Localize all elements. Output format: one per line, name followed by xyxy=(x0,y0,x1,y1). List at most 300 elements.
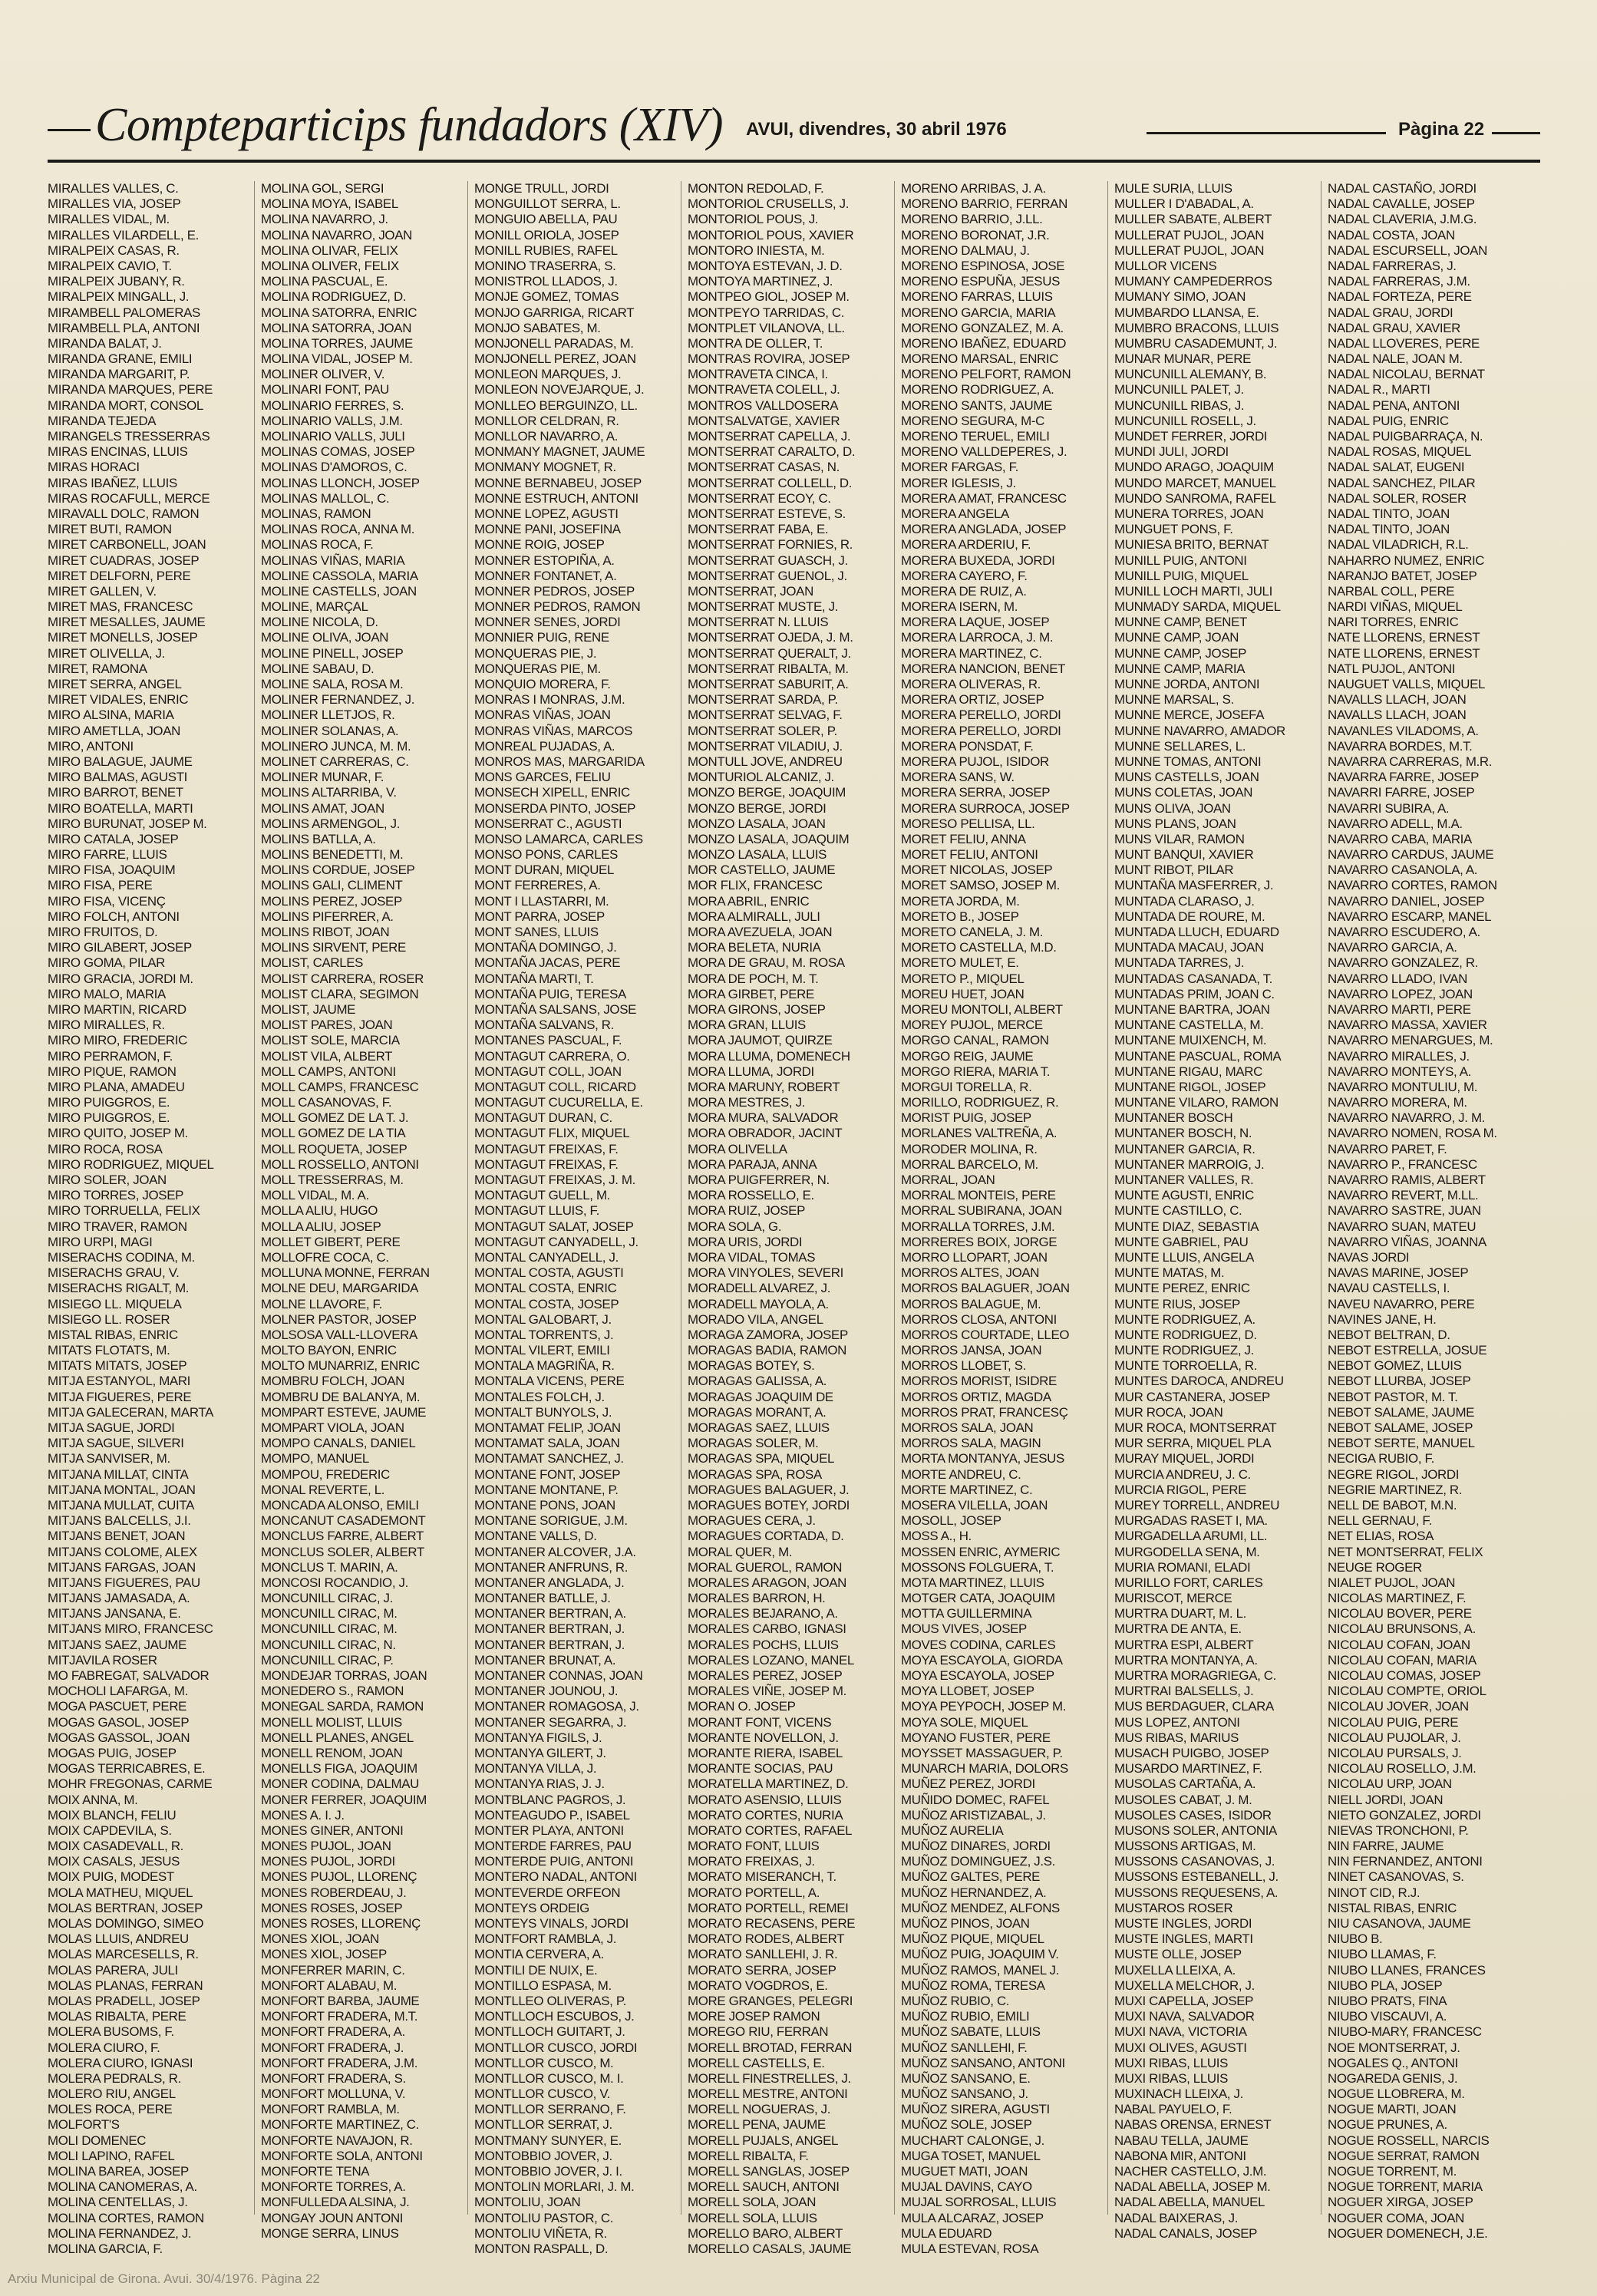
list-item: MONCLUS SOLER, ALBERT xyxy=(261,1544,424,1559)
list-item: MOLNE LLAVORE, F. xyxy=(261,1296,382,1311)
list-item: MURISCOT, MERCE xyxy=(1114,1591,1232,1606)
list-item: MORATO CORTES, NURIA xyxy=(688,1807,843,1823)
list-item: MOLAS MARCESELLS, R. xyxy=(48,1947,199,1962)
list-item: MUNTANER BOSCH, N. xyxy=(1114,1126,1252,1141)
header-rule xyxy=(1492,132,1540,134)
list-item: MONELL PLANES, ANGEL xyxy=(261,1730,414,1745)
list-item: NADAL VILADRICH, R.L. xyxy=(1328,537,1469,553)
list-item: MOLINARIO VALLS, JULI xyxy=(261,429,405,444)
list-item: MUS LOPEZ, ANTONI xyxy=(1114,1714,1240,1730)
list-item: MORATO PORTELL, A. xyxy=(688,1885,820,1900)
list-item: MULLOR VICENS xyxy=(1114,258,1217,273)
list-item: MIRANDA MORT, CONSOL xyxy=(48,398,203,413)
list-item: MIRO GILABERT, JOSEP xyxy=(48,940,192,955)
list-item: MISTAL RIBAS, ENRIC xyxy=(48,1327,178,1342)
list-item: MOLINS PEREZ, JOSEP xyxy=(261,893,402,909)
list-item: MOTA MARTINEZ, LLUIS xyxy=(901,1575,1044,1590)
list-item: MORATO MISERANCH, T. xyxy=(688,1869,836,1885)
list-item: NAVARRO GARCIA, A. xyxy=(1328,940,1457,955)
list-item: NOGAREDA GENIS, J. xyxy=(1328,2070,1458,2086)
list-item: MORAN O. JOSEP xyxy=(688,1699,796,1714)
list-item: NICOLAU PURSALS, J. xyxy=(1328,1745,1462,1760)
list-item: MORERA CAYERO, F. xyxy=(901,568,1028,583)
list-item: MUNILL PUIG, MIQUEL xyxy=(1114,568,1249,583)
list-item: MONES XIOL, JOAN xyxy=(261,1931,379,1947)
list-item: MONTFORT RAMBLA, J. xyxy=(474,1931,617,1947)
list-item: MONER FERRER, JOAQUIM xyxy=(261,1792,427,1807)
list-item: NAVARRO SUAN, MATEU xyxy=(1328,1219,1477,1234)
list-item: NIUBO LLANES, FRANCES xyxy=(1328,1962,1486,1978)
list-item: MORELL MESTRE, ANTONI xyxy=(688,2087,848,2102)
list-item: MISIEGO LL. ROSER xyxy=(48,1311,170,1327)
list-item: MOLINARI FONT, PAU xyxy=(261,382,390,398)
list-item: MORA GRAN, LLUIS xyxy=(688,1018,806,1033)
list-item: MOLAS PARERA, JULI xyxy=(48,1962,178,1978)
list-item: NICOLAU COMAS, JOSEP xyxy=(1328,1668,1481,1683)
list-item: MIRO RODRIGUEZ, MIQUEL xyxy=(48,1156,214,1172)
list-item: MULE SURIA, LLUIS xyxy=(1114,181,1232,196)
list-item: MONFORTE MARTINEZ, C. xyxy=(261,2117,419,2133)
list-item: MONTON REDOLAD, F. xyxy=(688,181,824,196)
list-item: MONTLLOCH ESCUBOS, J. xyxy=(474,2009,635,2024)
list-item: MORATO SANLLEHI, J. R. xyxy=(688,1947,838,1962)
list-item: NOGUE TORRENT, M. xyxy=(1328,2164,1457,2179)
list-item: MORADELL ALVAREZ, J. xyxy=(688,1281,831,1296)
list-item: MORET NICOLAS, JOSEP xyxy=(901,863,1053,878)
list-item: MONTSERRAT CAPELLA, J. xyxy=(688,429,851,444)
list-item: MORENO MARSAL, ENRIC xyxy=(901,351,1059,367)
list-item: NADAL SOLER, ROSER xyxy=(1328,490,1467,506)
list-item: MONTALES FOLCH, J. xyxy=(474,1389,605,1404)
list-item: MONLEON MARQUES, J. xyxy=(474,367,622,382)
list-item: MIRO PUIGGROS, E. xyxy=(48,1110,170,1126)
list-item: MOGAS GASOL, JOSEP xyxy=(48,1714,190,1730)
list-item: MURGADELLA ARUMI, LL. xyxy=(1114,1529,1268,1544)
list-item: MORA MESTRES, J. xyxy=(688,1095,806,1110)
list-item: NADAL PUIG, ENRIC xyxy=(1328,413,1449,428)
list-item: NADAL NALE, JOAN M. xyxy=(1328,351,1463,367)
list-item: MONTAÑA JACAS, PERE xyxy=(474,955,621,971)
page-header xyxy=(48,98,1540,152)
list-item: MUNNE MARSAL, S. xyxy=(1114,692,1234,708)
list-item: MORTA MONTANYA, JESUS xyxy=(901,1451,1064,1466)
list-item: MORELLO CASALS, JAUME xyxy=(688,2241,852,2256)
list-item: MOLERO RIU, ANGEL xyxy=(48,2087,176,2102)
list-item: MIRO TRAVER, RAMON xyxy=(48,1219,187,1234)
list-item: NICOLAU PUJOLAR, J. xyxy=(1328,1730,1461,1745)
list-item: MORROS MORIST, ISIDRE xyxy=(901,1374,1057,1389)
list-item: MORA ROSSELLO, E. xyxy=(688,1188,814,1203)
list-item: MONTAL CANYADELL, J. xyxy=(474,1249,619,1265)
list-item: MORAGAS JOAQUIM DE xyxy=(688,1389,833,1404)
list-item: MONEDERO S., RAMON xyxy=(261,1684,404,1699)
list-item: MORATO FONT, LLUIS xyxy=(688,1839,820,1854)
list-item: MOSOLL, JOSEP xyxy=(901,1513,1001,1529)
list-item: NABAS ORENSA, ERNEST xyxy=(1114,2117,1272,2133)
list-item: MUNS PLANS, JOAN xyxy=(1114,816,1236,831)
list-item: MUNT RIBOT, PILAR xyxy=(1114,863,1234,878)
list-item: MOLINA VIDAL, JOSEP M. xyxy=(261,351,413,367)
list-item: MUNTE LLUIS, ANGELA xyxy=(1114,1249,1255,1265)
list-item: MORA AVEZUELA, JOAN xyxy=(688,925,833,939)
list-item: MOLINS ALTARRIBA, V. xyxy=(261,785,397,800)
list-item: NADAL CANALS, JOSEP xyxy=(1114,2225,1258,2241)
list-item: MIRAMBELL PALOMERAS xyxy=(48,305,200,320)
list-item: NADAL TINTO, JOAN xyxy=(1328,522,1450,537)
list-item: NAHARRO NUMEZ, ENRIC xyxy=(1328,553,1485,568)
list-item: MOSSEN ENRIC, AYMERIC xyxy=(901,1544,1061,1559)
list-item: MIRALLES VIA, JOSEP xyxy=(48,196,181,212)
list-item: MORER IGLESIS, J. xyxy=(901,475,1016,490)
list-item: MUSTE OLLE, JOSEP xyxy=(1114,1947,1242,1962)
list-item: MONCADA ALONSO, EMILI xyxy=(261,1497,419,1513)
list-item: MORENO PELFORT, RAMON xyxy=(901,367,1071,382)
list-item: MORILLO, RODRIGUEZ, R. xyxy=(901,1095,1059,1110)
list-item: MONLEON NOVEJARQUE, J. xyxy=(474,382,645,398)
list-item: MORERA SANS, W. xyxy=(901,770,1015,785)
column-rule xyxy=(1107,181,1108,2215)
list-item: NAVINES JANE, H. xyxy=(1328,1311,1437,1327)
list-item: MONNER ESTOPIÑA, A. xyxy=(474,553,615,568)
list-item: MUNTANE BARTRA, JOAN xyxy=(1114,1001,1270,1017)
list-item: MIRO BURUNAT, JOSEP M. xyxy=(48,816,207,831)
list-item: MOR CASTELLO, JAUME xyxy=(688,863,836,878)
list-item: MUSSONS REQUESENS, A. xyxy=(1114,1885,1279,1900)
list-item: MORA ALMIRALL, JULI xyxy=(688,909,820,924)
list-item: NOGUER DOMENECH, J.E. xyxy=(1328,2225,1488,2241)
list-item: MUXELLA LLEIXA, A. xyxy=(1114,1962,1236,1978)
list-item: MONJE GOMEZ, TOMAS xyxy=(474,289,619,305)
list-item: MORA BELETA, NURIA xyxy=(688,940,821,955)
list-item: MORROS CLOSA, ANTONI xyxy=(901,1311,1057,1327)
list-item: MURTRA ESPI, ALBERT xyxy=(1114,1637,1254,1652)
list-item: NAVARRO MENARGUES, M. xyxy=(1328,1033,1493,1048)
list-item: MONT FERRERES, A. xyxy=(474,878,601,893)
list-item: MIRO ALSINA, MARIA xyxy=(48,708,174,723)
list-item: MUNTADA CLARASO, J. xyxy=(1114,893,1255,909)
list-item: NIALET PUJOL, JOAN xyxy=(1328,1575,1456,1590)
list-item: MOSERA VILELLA, JOAN xyxy=(901,1497,1048,1513)
list-item: MOYA SOLE, MIQUEL xyxy=(901,1714,1028,1730)
list-item: MIRO FISA, PERE xyxy=(48,878,153,893)
list-item: MORELL RIBALTA, F. xyxy=(688,2148,809,2163)
list-item: MUNS OLIVA, JOAN xyxy=(1114,800,1231,816)
list-item: MONS GARCES, FELIU xyxy=(474,770,611,785)
list-item: MIRO MALO, MARIA xyxy=(48,986,166,1001)
list-item: MOLINAS, RAMON xyxy=(261,506,371,521)
list-item: MORELL FINESTRELLES, J. xyxy=(688,2070,851,2086)
list-item: MONTAGUT FLIX, MIQUEL xyxy=(474,1126,630,1141)
list-item: MONTANER ROMAGOSA, J. xyxy=(474,1699,639,1714)
list-item: MORERA ANGLADA, JOSEP xyxy=(901,522,1067,537)
list-item: MONNIER PUIG, RENE xyxy=(474,630,609,645)
list-item: MIRO TORRES, JOSEP xyxy=(48,1188,184,1203)
list-item: MONTSERRAT CARALTO, D. xyxy=(688,444,856,460)
list-item: MUNS CASTELLS, JOAN xyxy=(1114,770,1259,785)
list-item: MUNNE MERCE, JOSEFA xyxy=(1114,708,1265,723)
list-item: MONES PUJOL, LLORENÇ xyxy=(261,1869,417,1885)
list-item: NATE LLORENS, ERNEST xyxy=(1328,645,1480,661)
list-item: NOGUER COMA, JOAN xyxy=(1328,2210,1464,2225)
list-item: MURCIA RIGOL, PERE xyxy=(1114,1482,1247,1497)
list-item: MORERA LARROCA, J. M. xyxy=(901,630,1054,645)
list-item: MIRANGELS TRESSERRAS xyxy=(48,429,210,444)
list-item: NAVARRO GONZALEZ, R. xyxy=(1328,955,1479,971)
list-item: MUNTE PEREZ, ENRIC xyxy=(1114,1281,1250,1296)
list-item: MONTAÑA PUIG, TERESA xyxy=(474,986,626,1001)
list-item: MORENO ARRIBAS, J. A. xyxy=(901,181,1046,196)
list-item: MONTULL JOVE, ANDREU xyxy=(688,754,843,769)
list-item: NADAL CAVALLE, JOSEP xyxy=(1328,196,1475,212)
list-item: MONFORT BARBA, JAUME xyxy=(261,1993,420,2008)
list-item: MORALES VIÑE, JOSEP M. xyxy=(688,1684,846,1699)
list-item: MOYA ESCAYOLA, GIORDA xyxy=(901,1652,1063,1668)
list-item: NADAL FORTEZA, PERE xyxy=(1328,289,1472,305)
list-item: NAVARRO P., FRANCESC xyxy=(1328,1156,1477,1172)
list-item: MUNTANE RIGAU, MARC xyxy=(1114,1064,1262,1079)
list-item: MONTSERRAT SOLER, P. xyxy=(688,723,837,738)
list-item: MORROS COURTADE, LLEO xyxy=(901,1327,1070,1342)
list-item: NADAL GRAU, JORDI xyxy=(1328,305,1453,320)
list-item: MONSO PONS, CARLES xyxy=(474,847,619,863)
list-item: MONTOLIN MORLARI, J. M. xyxy=(474,2179,635,2195)
list-item: MORERA SERRA, JOSEP xyxy=(901,785,1051,800)
list-item: MOGA PASCUET, PERE xyxy=(48,1699,187,1714)
list-item: NEBOT LLURBA, JOSEP xyxy=(1328,1374,1471,1389)
list-item: MUNARCH MARIA, DOLORS xyxy=(901,1761,1068,1776)
list-item: MULA EDUARD xyxy=(901,2225,992,2241)
list-item: MOLIST CARRERA, ROSER xyxy=(261,971,424,986)
list-item: MIRO MIRALLES, R. xyxy=(48,1018,165,1033)
list-item: MOLINA NAVARRO, JOAN xyxy=(261,227,412,242)
list-item: NIN FERNANDEZ, ANTONI xyxy=(1328,1854,1483,1869)
list-item: MITJANS JAMASADA, A. xyxy=(48,1591,190,1606)
list-item: MONTSERRAT SARDA, P. xyxy=(688,692,838,708)
list-item: MIRANDA GRANE, EMILI xyxy=(48,351,193,367)
list-item: MONTPEYO TARRIDAS, C. xyxy=(688,305,845,320)
list-item: MIRO SOLER, JOAN xyxy=(48,1173,167,1187)
list-item: MOLINER MUNAR, F. xyxy=(261,770,384,785)
list-item: MOLINA OLIVAR, FELIX xyxy=(261,242,398,258)
list-item: MONNER SENES, JORDI xyxy=(474,615,621,630)
list-item: MUSSONS CASANOVAS, J. xyxy=(1114,1854,1275,1869)
list-item: MORETO CASTELLA, M.D. xyxy=(901,940,1057,955)
list-item: MUÑIDO DOMEC, RAFEL xyxy=(901,1792,1050,1807)
list-item: MUNTADA MACAU, JOAN xyxy=(1114,940,1264,955)
list-item: MORAGAS MORANT, A. xyxy=(688,1404,827,1420)
list-item: MUNCUNILL PALET, J. xyxy=(1114,382,1244,398)
list-item: MIRO BALAGUE, JAUME xyxy=(48,754,193,769)
list-item: NIEVAS TRONCHONI, P. xyxy=(1328,1823,1469,1838)
list-item: MUNTES DAROCA, ANDREU xyxy=(1114,1374,1284,1389)
list-item: MONTAMAT FELIP, JOAN xyxy=(474,1420,621,1435)
list-item: MOLINA CORTES, RAMON xyxy=(48,2210,204,2225)
list-item: MONTAGUT CANYADELL, J. xyxy=(474,1234,638,1249)
list-item: MONTANER BERTRAN, J. xyxy=(474,1621,625,1637)
list-item: NEBOT BELTRAN, D. xyxy=(1328,1327,1450,1342)
list-item: MOUS VIVES, JOSEP xyxy=(901,1621,1027,1637)
list-item: MONNE ROIG, JOSEP xyxy=(474,537,605,553)
list-item: MOYA ESCAYOLA, JOSEP xyxy=(901,1668,1054,1683)
list-item: MOLINER FERNANDEZ, J. xyxy=(261,692,415,708)
list-item: MORTE ANDREU, C. xyxy=(901,1466,1021,1482)
list-item: MIRO BALMAS, AGUSTI xyxy=(48,770,188,785)
list-item: MORROS SALA, JOAN xyxy=(901,1420,1034,1435)
list-item: MIRO URPI, MAGI xyxy=(48,1234,153,1249)
list-item: MORATO FREIXAS, J. xyxy=(688,1854,815,1869)
list-item: MOLA MATHEU, MIQUEL xyxy=(48,1885,193,1900)
list-item: MOIX ANNA, M. xyxy=(48,1792,138,1807)
list-item: MUNAR MUNAR, PERE xyxy=(1114,351,1251,367)
list-item: NADAL SANCHEZ, PILAR xyxy=(1328,475,1476,490)
list-item: MORETO B., JOSEP xyxy=(901,909,1019,924)
list-item: MONROS MAS, MARGARIDA xyxy=(474,754,645,769)
list-item: MONTANYA RIAS, J. J. xyxy=(474,1776,605,1792)
list-item: NIETO GONZALEZ, JORDI xyxy=(1328,1807,1481,1823)
list-item: MOREU HUET, JOAN xyxy=(901,986,1025,1001)
list-item: MUNTE AGUSTI, ENRIC xyxy=(1114,1188,1254,1203)
list-item: MORAGAS BOTEY, S. xyxy=(688,1358,815,1374)
list-item: MUXI OLIVES, AGUSTI xyxy=(1114,2040,1247,2055)
list-item: MOMPART VIOLA, JOAN xyxy=(261,1420,404,1435)
list-item: MUR ROCA, MONTSERRAT xyxy=(1114,1420,1277,1435)
list-item: MUNTE CASTILLO, C. xyxy=(1114,1203,1242,1219)
list-item: MIRANDA TEJEDA xyxy=(48,413,157,428)
list-item: NAVARRO CORTES, RAMON xyxy=(1328,878,1497,893)
list-item: MONTANER BATLLE, J. xyxy=(474,1591,611,1606)
list-item: NEBOT GOMEZ, LLUIS xyxy=(1328,1358,1462,1374)
list-item: MITJANS FIGUERES, PAU xyxy=(48,1575,200,1590)
list-item: NAVAS MARINE, JOSEP xyxy=(1328,1265,1469,1281)
list-item: MONFERRER MARIN, C. xyxy=(261,1962,405,1978)
list-item: MIRAMBELL PLA, ANTONI xyxy=(48,320,200,335)
list-item: MITJA GALECERAN, MARTA xyxy=(48,1404,213,1420)
list-item: MITJANS MIRO, FRANCESC xyxy=(48,1621,213,1637)
list-item: MORANTE RIERA, ISABEL xyxy=(688,1745,843,1760)
list-item: MOLL CAMPS, FRANCESC xyxy=(261,1079,419,1094)
list-item: MITJA SAGUE, JORDI xyxy=(48,1420,175,1435)
list-item: MONNER FONTANET, A. xyxy=(474,568,617,583)
list-item: MUÑOZ MENDEZ, ALFONS xyxy=(901,1900,1060,1915)
name-column xyxy=(1328,181,1529,2241)
list-item: MIRANDA BALAT, J. xyxy=(48,335,162,351)
list-item: MULLER I D'ABADAL, A. xyxy=(1114,196,1254,212)
list-item: MOLNER PASTOR, JOSEP xyxy=(261,1311,417,1327)
list-item: MUÑOZ RAMOS, MANEL J. xyxy=(901,1962,1059,1978)
list-item: MORALES BEJARANO, A. xyxy=(688,1606,838,1621)
list-item: MIRAS ROCAFULL, MERCE xyxy=(48,490,210,506)
list-item: MUSTE INGLES, MARTI xyxy=(1114,1931,1253,1947)
list-item: MONTAGUT FREIXAS, F. xyxy=(474,1156,619,1172)
list-item: MOLINS ARMENGOL, J. xyxy=(261,816,401,831)
list-item: NET ELIAS, ROSA xyxy=(1328,1529,1434,1544)
list-item: MUNNE JORDA, ANTONI xyxy=(1114,677,1260,691)
list-item: MORATO RECASENS, PERE xyxy=(688,1916,856,1931)
list-item: MORA LLUMA, DOMENECH xyxy=(688,1048,850,1064)
list-item: MONTAGUT CARRERA, O. xyxy=(474,1048,630,1064)
list-item: MOLINE OLIVA, JOAN xyxy=(261,630,389,645)
list-item: MONCOSI ROCANDIO, J. xyxy=(261,1575,408,1590)
list-item: MUNNE CAMP, BENET xyxy=(1114,615,1247,630)
list-item: MUÑEZ PEREZ, JORDI xyxy=(901,1776,1035,1792)
list-item: MUNTADA TARRES, J. xyxy=(1114,955,1245,971)
list-item: MUNTE DIAZ, SEBASTIA xyxy=(1114,1219,1259,1234)
list-item: MORENO SANTS, JAUME xyxy=(901,398,1052,413)
list-item: MOLL CAMPS, ANTONI xyxy=(261,1064,396,1079)
list-item: MORENO FARRAS, LLUIS xyxy=(901,289,1053,305)
list-item: MONCLUS FARRE, ALBERT xyxy=(261,1529,424,1544)
list-item: MONES XIOL, JOSEP xyxy=(261,1947,387,1962)
list-item: MOMPOU, FREDERIC xyxy=(261,1466,390,1482)
list-item: MONTANE SORIGUE, J.M. xyxy=(474,1513,628,1529)
list-item: MORENO RODRIGUEZ, A. xyxy=(901,382,1054,398)
list-item: NICOLAS MARTINEZ, F. xyxy=(1328,1591,1467,1606)
list-item: MIRO CATALA, JOSEP xyxy=(48,831,179,846)
list-item: NAVARRO MORERA, M. xyxy=(1328,1095,1467,1110)
list-item: MITJA ESTANYOL, MARI xyxy=(48,1374,191,1389)
list-item: MOLAS DOMINGO, SIMEO xyxy=(48,1916,204,1931)
list-item: NAVARRO NOMEN, ROSA M. xyxy=(1328,1126,1497,1141)
list-item: MONTAÑA DOMINGO, J. xyxy=(474,940,617,955)
list-item: MONGE TRULL, JORDI xyxy=(474,181,609,196)
list-item: MORROS BALAGUE, M. xyxy=(901,1296,1041,1311)
list-item: MUNNE SELLARES, L. xyxy=(1114,738,1246,754)
list-item: MOLLA ALIU, JOSEP xyxy=(261,1219,381,1234)
list-item: MONNER PEDROS, RAMON xyxy=(474,599,641,615)
list-item: MONTANYA GILERT, J. xyxy=(474,1745,606,1760)
list-item: NICOLAU BOVER, PERE xyxy=(1328,1606,1472,1621)
list-item: NICOLAU COMPTE, ORIOL xyxy=(1328,1684,1486,1699)
list-item: MORGUI TORELLA, R. xyxy=(901,1079,1032,1094)
list-item: MOLINA PASCUAL, E. xyxy=(261,274,388,289)
list-item: MUÑOZ SANSANO, E. xyxy=(901,2070,1031,2086)
list-item: MOLLOFRE COCA, C. xyxy=(261,1249,389,1265)
list-item: MONES GINER, ANTONI xyxy=(261,1823,404,1838)
publication-date: AVUI, divendres, 30 abril 1976 xyxy=(746,119,1007,140)
list-item: MOLINA BAREA, JOSEP xyxy=(48,2164,189,2179)
list-item: MUNT BANQUI, XAVIER xyxy=(1114,847,1254,863)
list-item: MONTLLOR CUSCO, JORDI xyxy=(474,2040,638,2055)
list-item: MUGUET MATI, JOAN xyxy=(901,2164,1028,2179)
list-item: NADAL GRAU, XAVIER xyxy=(1328,320,1460,335)
list-item: MIRANDA MARGARIT, P. xyxy=(48,367,190,382)
list-item: MONTRAVETA CINCA, I. xyxy=(688,367,828,382)
list-item: MONTANYA VILLA, J. xyxy=(474,1761,597,1776)
list-item: NINOT CID, R.J. xyxy=(1328,1885,1420,1900)
list-item: NADAL COSTA, JOAN xyxy=(1328,227,1455,242)
list-item: MOLINER OLIVER, V. xyxy=(261,367,385,382)
list-item: MORA PARAJA, ANNA xyxy=(688,1156,817,1172)
list-item: MIRET SERRA, ANGEL xyxy=(48,677,182,691)
list-item: MONTOYA ESTEVAN, J. D. xyxy=(688,258,843,273)
list-item: MORENO BARRIO, FERRAN xyxy=(901,196,1067,212)
list-item: MONJONELL PEREZ, JOAN xyxy=(474,351,636,367)
list-item: MORERA PERELLO, JORDI xyxy=(901,723,1061,738)
list-item: MORELL SAUCH, ANTONI xyxy=(688,2179,840,2195)
header-dash xyxy=(48,129,91,131)
list-item: MONCUNILL CIRAC, P. xyxy=(261,1652,394,1668)
list-item: MORENO GARCIA, MARIA xyxy=(901,305,1056,320)
list-item: MORATELLA MARTINEZ, D. xyxy=(688,1776,849,1792)
list-item: MONCUNILL CIRAC, N. xyxy=(261,1637,396,1652)
list-item: MUNNE NAVARRO, AMADOR xyxy=(1114,723,1285,738)
list-item: MONFORT RAMBLA, M. xyxy=(261,2102,400,2117)
list-item: MONTRAVETA COLELL, J. xyxy=(688,382,840,398)
list-item: MONINO TRASERRA, S. xyxy=(474,258,616,273)
list-item: MUÑOZ SANSANO, ANTONI xyxy=(901,2055,1065,2070)
list-item: MONTLLEO OLIVERAS, P. xyxy=(474,1993,626,2008)
list-item: MONTORIOL POUS, XAVIER xyxy=(688,227,854,242)
